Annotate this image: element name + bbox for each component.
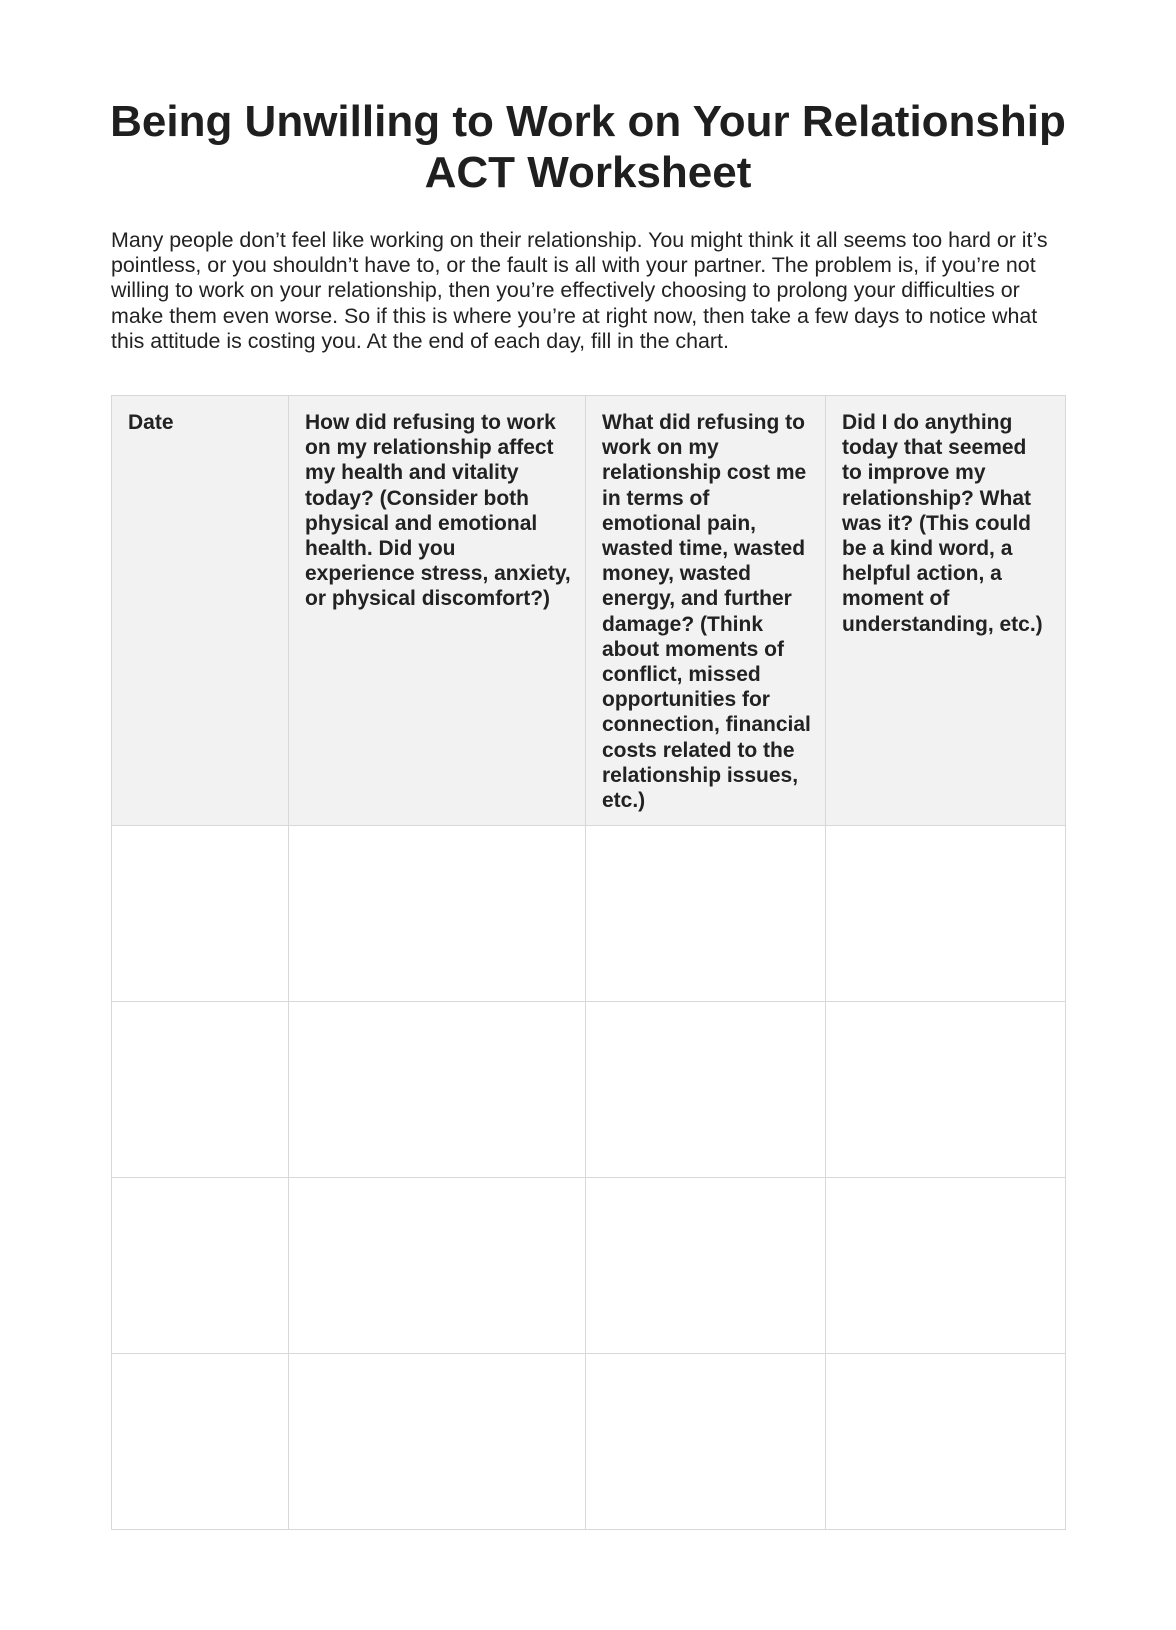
- intro-paragraph: Many people don’t feel like working on their relationship. You might think it all seems too hard or it’s pointless, or you shouldn’t have to, or the fault is all with your partner. The problem is, if you’re not willing to work on your relationship, then you’re effectively choosing to prolong your difficulties or make them even worse. So if this is where you’re at right now, then take a few days to notice what this attitude is costing you. At the end of each day, fill in the chart.: [111, 228, 1048, 353]
- header-date: Date: [112, 396, 289, 826]
- improvement-cell[interactable]: [826, 1354, 1066, 1530]
- improvement-cell[interactable]: [826, 1178, 1066, 1354]
- cost-cell[interactable]: [586, 1178, 826, 1354]
- table-row: [112, 1002, 1066, 1178]
- worksheet-table: [111, 395, 1066, 1530]
- date-cell[interactable]: [112, 1178, 289, 1354]
- health-cell[interactable]: [289, 1002, 586, 1178]
- health-cell[interactable]: [289, 1178, 586, 1354]
- improvement-cell[interactable]: [826, 1002, 1066, 1178]
- page-title: Being Unwilling to Work on Your Relationship ACT Worksheet: [110, 97, 1066, 197]
- date-cell[interactable]: [112, 1354, 289, 1530]
- improvement-cell[interactable]: [826, 826, 1066, 1002]
- table-header-row: [112, 396, 1066, 826]
- table-row: [112, 1354, 1066, 1530]
- header-cost: What did refusing to work on my relationship cost me in terms of emotional pain, wasted time, wasted money, wasted energy, and further damage? (Think about moments of conflict, missed opportunities for connection, financial costs related to the relationship issues, etc.): [586, 396, 826, 826]
- cost-cell[interactable]: [586, 826, 826, 1002]
- table-row: [112, 1178, 1066, 1354]
- header-health-vitality: How did refusing to work on my relationship affect my health and vitality today? (Consider both physical and emotional health. Did you experience stress, anxiety, or physical discomfort?): [289, 396, 586, 826]
- date-cell[interactable]: [112, 1002, 289, 1178]
- cost-cell[interactable]: [586, 1002, 826, 1178]
- cost-cell[interactable]: [586, 1354, 826, 1530]
- table-row: [112, 826, 1066, 1002]
- health-cell[interactable]: [289, 1354, 586, 1530]
- health-cell[interactable]: [289, 826, 586, 1002]
- header-improvement: Did I do anything today that seemed to improve my relationship? What was it? (This could be a kind word, a helpful action, a moment of understanding, etc.): [826, 396, 1066, 826]
- date-cell[interactable]: [112, 826, 289, 1002]
